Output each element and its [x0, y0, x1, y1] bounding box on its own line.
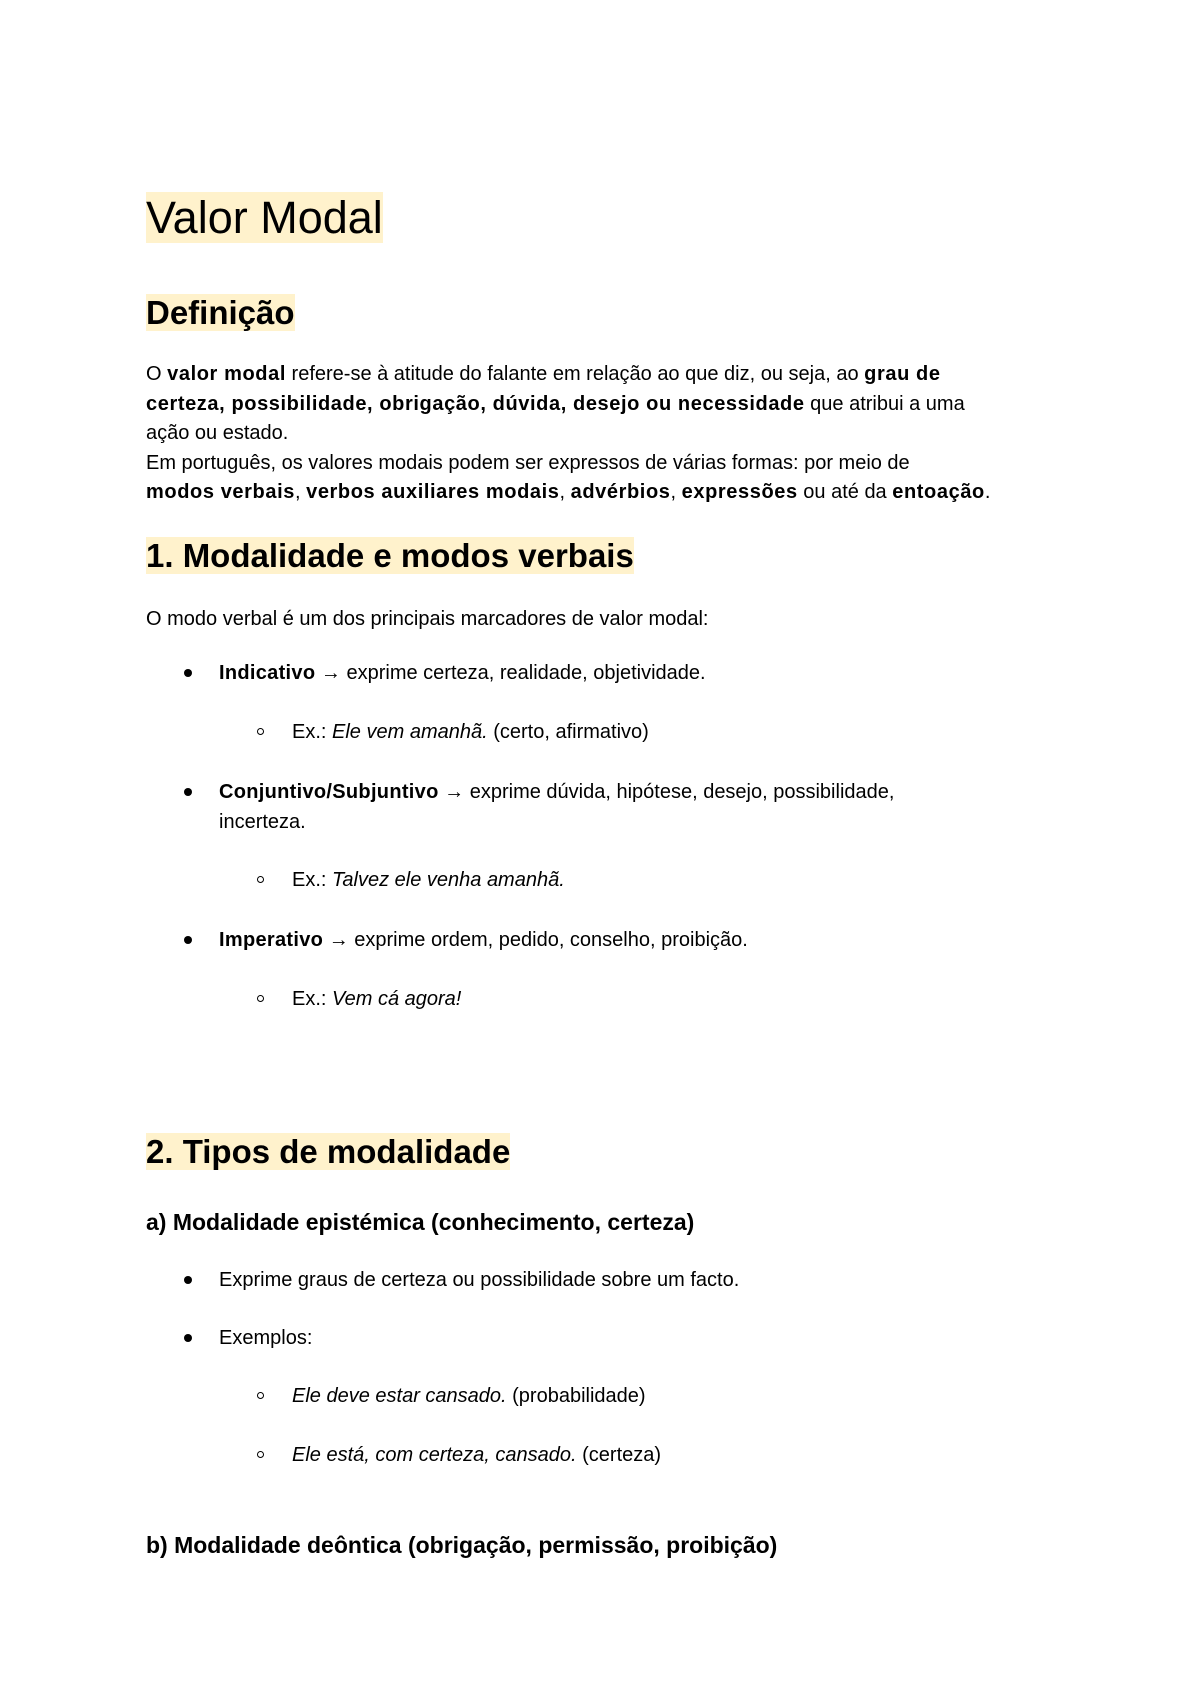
list-item-indicativo: Indicativo → exprime certeza, realidade, objetividade.	[219, 659, 1019, 689]
heading-modalidade-epistemica: a) Modalidade epistémica (conhecimento, certeza)	[146, 1209, 695, 1235]
heading-section-1: 1. Modalidade e modos verbais	[146, 537, 634, 574]
list-item-conjuntivo: Conjuntivo/Subjuntivo → exprime dúvida, hipótese, desejo, possibilidade, incerteza.	[219, 778, 1019, 837]
heading-modalidade-deontica: b) Modalidade deôntica (obrigação, permissão, proibição)	[146, 1532, 778, 1558]
circle-bullet-icon	[257, 1392, 264, 1399]
section1-intro: O modo verbal é um dos principais marcadores de valor modal:	[146, 608, 709, 630]
heading-definicao: Definição	[146, 294, 295, 331]
circle-bullet-icon	[257, 1451, 264, 1458]
example-conjuntivo: Ex.: Talvez ele venha amanhã.	[292, 866, 565, 896]
example-imperativo: Ex.: Vem cá agora!	[292, 985, 461, 1015]
definition-line-4: Em português, os valores modais podem ser expressos de várias formas: por meio de	[146, 451, 910, 474]
list-item-epistemica-2: Exemplos:	[219, 1324, 1019, 1354]
example-epistemica-1: Ele deve estar cansado. (probabilidade)	[292, 1382, 646, 1412]
definition-line-3: ação ou estado.	[146, 422, 289, 444]
list-item-epistemica-1: Exprime graus de certeza ou possibilidade sobre um facto.	[219, 1266, 1019, 1296]
circle-bullet-icon	[257, 876, 264, 883]
circle-bullet-icon	[257, 728, 264, 735]
list-item-imperativo: Imperativo → exprime ordem, pedido, conselho, proibição.	[219, 926, 1019, 956]
definition-line-5: modos verbais, verbos auxiliares modais, advérbios, expressões ou até da entoação.	[146, 481, 991, 503]
bullet-icon	[184, 1334, 192, 1342]
circle-bullet-icon	[257, 995, 264, 1002]
bullet-icon	[184, 1276, 192, 1284]
definition-line-1: O valor modal refere-se à atitude do falante em relação ao que diz, ou seja, ao grau de	[146, 363, 941, 385]
example-epistemica-2: Ele está, com certeza, cansado. (certeza)	[292, 1441, 661, 1471]
bullet-icon	[184, 669, 192, 677]
bullet-icon	[184, 788, 192, 796]
definition-line-2: certeza, possibilidade, obrigação, dúvida, desejo ou necessidade que atribui a uma	[146, 392, 965, 415]
definition-paragraph	[146, 360, 1056, 508]
heading-section-2: 2. Tipos de modalidade	[146, 1133, 511, 1170]
example-indicativo: Ex.: Ele vem amanhã. (certo, afirmativo)	[292, 718, 649, 748]
bullet-icon	[184, 936, 192, 944]
document-title: Valor Modal	[146, 192, 383, 243]
